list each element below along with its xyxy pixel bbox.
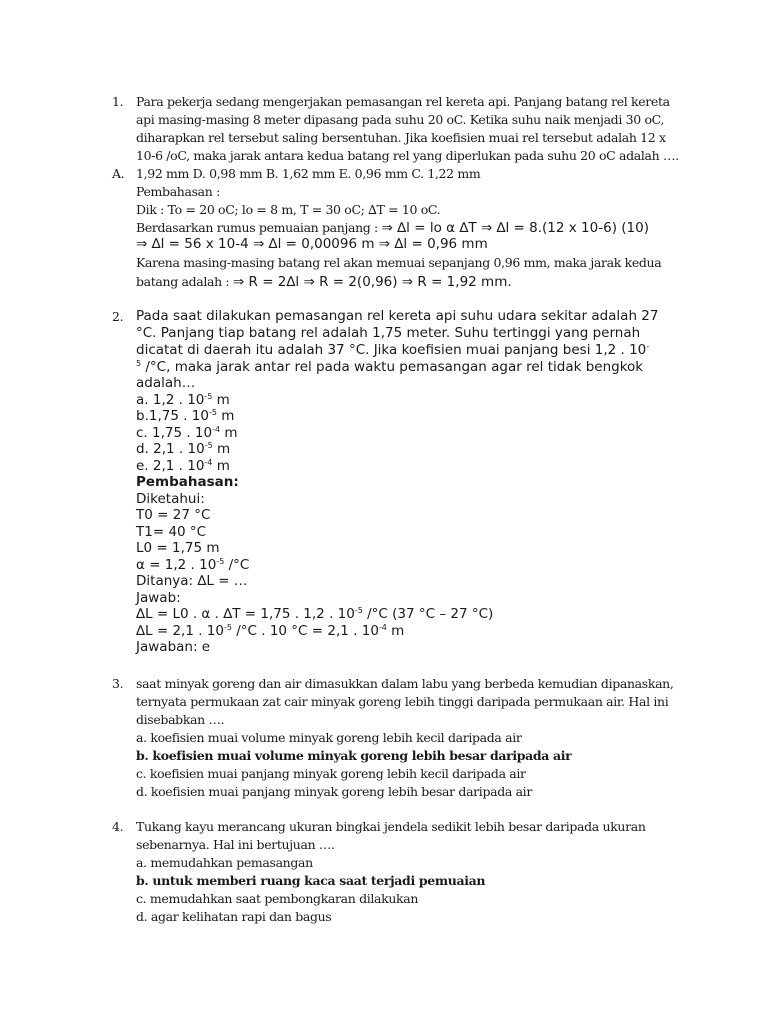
explanation-line: Karena masing-masing batang rel akan memuai sepanjang 0,96 mm, maka jarak kedua [136,255,662,270]
asked-line: Ditanya: ∆L = … [136,573,248,589]
answer-option: b.1,75 . $10^{-5}$ m [136,408,235,424]
question-text-line: adalah… [136,375,196,391]
known-value: T1= 40 °C [136,524,207,540]
question-number: 2. [112,309,124,324]
answer-expression: ⇒ R = 2∆l ⇒ R = 2(0,96) ⇒ R = 1,92 mm. [232,274,512,290]
question-text-line: 10-6 /oC, maka jarak antara kedua batang rel yang diperlukan pada suhu 20 oC adalah …. [136,148,679,163]
answer-label: batang adalah : [136,274,233,289]
known-value: α = 1,2 . $10^{-5}$ /°C [136,557,250,573]
answer-option: c. koefisien muai panjang minyak goreng lebih kecil daripada air [136,766,526,781]
formula-line [136,220,649,236]
question-text-line: Para pekerja sedang mengerjakan pemasangan rel kereta api. Panjang batang rel kereta [136,94,670,109]
known-value: T0 = 27 °C [136,507,211,523]
answer-option: a. memudahkan pemasangan [136,855,313,870]
formula-line-2: ⇒ ∆l = 56 x 10-4 ⇒ ∆l = 0,00096 m ⇒ ∆l = 0,96 mm [136,236,488,252]
answer-option: a. 1,2 . $10^{-5}$ m [136,392,230,408]
question-text-line: dicatat di daerah itu adalah 37 °C. Jika koefisien muai panjang besi 1,2 . 10- [136,342,650,358]
question-text-line: diharapkan rel tersebut saling bersentuhan. Jika koefisien muai rel tersebut adalah 12 x [136,130,666,145]
answer-option: a. koefisien muai volume minyak goreng lebih kecil daripada air [136,730,522,745]
options-line: 1,92 mm D. 0,98 mm B. 1,62 mm E. 0,96 mm C. 1,22 mm [136,166,481,181]
known-heading: Diketahui: [136,491,205,507]
answer-option: c. memudahkan saat pembongkaran dilakukan [136,891,419,906]
question-text-line: api masing-masing 8 meter dipasang pada suhu 20 oC. Ketika suhu naik menjadi 30 oC, [136,112,665,127]
answer-option-correct: b. untuk memberi ruang kaca saat terjadi pemuaian [136,873,486,888]
pembahasan-heading: Pembahasan : [136,184,220,199]
answer-line [136,274,512,290]
formula-expression: ⇒ ∆l = lo α ∆T ⇒ ∆l = 8.(12 x 10-6) (10) [381,220,649,236]
question-text-line: Pada saat dilakukan pemasangan rel kereta api suhu udara sekitar adalah 27 [136,308,659,324]
answer-option: d. 2,1 . $10^{-5}$ m [136,441,231,457]
known-value: L0 = 1,75 m [136,540,220,556]
options-marker: A. [112,166,125,181]
question-text-line: saat minyak goreng dan air dimasukkan dalam labu yang berbeda kemudian dipanaskan, [136,676,674,691]
final-answer: Jawaban: e [136,639,211,655]
question-number: 4. [112,819,124,834]
answer-option: e. 2,1 . $10^{-4}$ m [136,458,230,474]
jawab-heading: Jawab: [136,590,181,606]
answer-option: c. 1,75 . $10^{-4}$ m [136,425,238,441]
question-text-line: °C. Panjang tiap batang rel adalah 1,75 meter. Suhu tertinggi yang pernah [136,325,641,341]
question-text-line: $^5$ /°C, maka jarak antar rel pada waktu pemasangan agar rel tidak bengkok [136,359,644,375]
equation-line: ∆L = L0 . α . ∆T = 1,75 . 1,2 . $10^{-5}$ /°C (37 °C – 27 °C) [136,606,494,622]
answer-option: d. agar kelihatan rapi dan bagus [136,909,332,924]
question-text-line: sebenarnya. Hal ini bertujuan …. [136,837,335,852]
question-text-line: disebabkan …. [136,712,225,727]
known-values: Dik : To = 20 oC; lo = 8 m, T = 30 oC; ∆T = 10 oC. [136,202,441,217]
question-number: 3. [112,676,124,691]
question-text-line: Tukang kayu merancang ukuran bingkai jendela sedikit lebih besar daripada ukuran [136,819,646,834]
answer-option-correct: b. koefisien muai volume minyak goreng lebih besar daripada air [136,748,572,763]
equation-line: ∆L = 2,1 . $10^{-5}$ /°C . 10 °C = 2,1 . $10^{-4}$ m [136,623,405,639]
pembahasan-heading: Pembahasan: [136,474,239,490]
answer-option: d. koefisien muai panjang minyak goreng lebih besar daripada air [136,784,532,799]
question-number: 1. [112,94,124,109]
question-text-line: ternyata permukaan zat cair minyak goreng lebih tinggi daripada permukaan air. Hal ini [136,694,669,709]
formula-label: Berdasarkan rumus pemuaian panjang : [136,220,382,235]
